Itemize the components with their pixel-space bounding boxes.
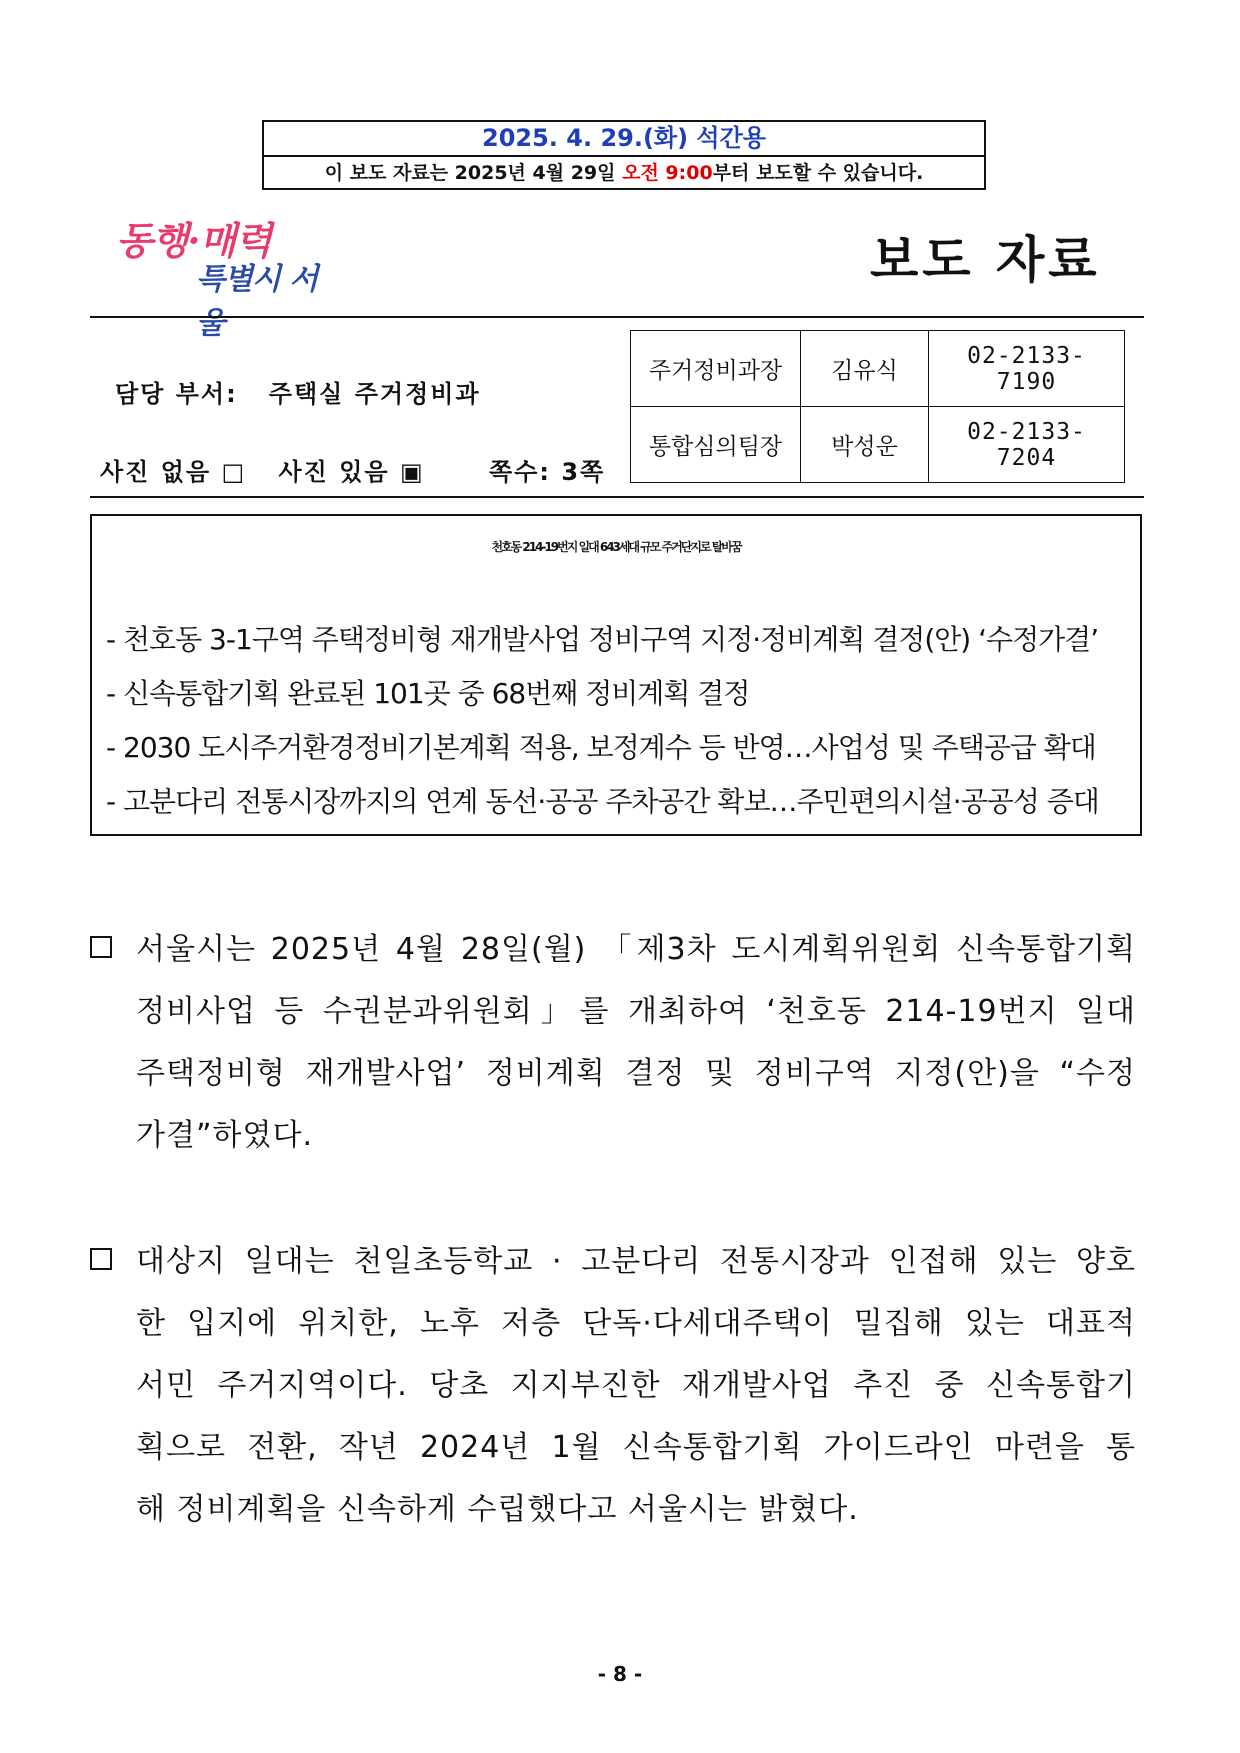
contact-row	[631, 407, 1125, 483]
no-photo-checkbox: □	[221, 458, 247, 486]
department-label: 담당 부서:	[115, 380, 238, 408]
headline-subtitle: - 2030 도시주거환경정비기본계획 적용, 보정계수 등 반영…사업성 및 주택공급 확대	[106, 731, 1096, 764]
paragraph-line: 가결”하였다.	[136, 1118, 313, 1153]
photo-info	[100, 452, 605, 487]
logo-line2: 특별시 서울	[196, 262, 318, 341]
contact-title: 주거정비과장	[631, 331, 801, 407]
contacts-table	[630, 330, 1125, 483]
paragraph-line: 주택정비형 재개발사업’ 정비계획 결정 및 정비구역 지정(안)을 “수정	[136, 1056, 1136, 1091]
has-photo-label: 사진 있음	[278, 458, 390, 486]
paragraph-line: 대상지 일대는 천일초등학교 · 고분다리 전통시장과 인접해 있는 양호	[136, 1244, 1136, 1279]
paragraph-line: 한 입지에 위치한, 노후 저층 단독·다세대주택이 밀집해 있는 대표적	[136, 1306, 1136, 1341]
contact-name: 박성운	[801, 407, 929, 483]
contact-phone: 02-2133-7204	[929, 407, 1125, 483]
seoul-logo	[112, 210, 332, 341]
department-value: 주택실 주거정비과	[268, 380, 481, 408]
embargo-date: 2025. 4. 29.(화) 석간용	[264, 122, 984, 157]
headline-box	[90, 514, 1142, 836]
logo-line1: 동행·매력	[116, 218, 272, 263]
paragraph-line: 서울시는 2025년 4월 28일(월) 「제3차 도시계획위원회 신속통합기획	[136, 932, 1136, 967]
embargo-notice-before: 이 보도 자료는 2025년 4월 29일	[324, 162, 623, 184]
header-divider-top	[90, 316, 1144, 318]
contact-row	[631, 331, 1125, 407]
page-number: - 8 -	[597, 1662, 643, 1686]
paragraph-line: 서민 주거지역이다. 당초 지지부진한 재개발사업 추진 중 신속통합기	[136, 1368, 1136, 1403]
embargo-box	[262, 120, 986, 190]
embargo-notice	[264, 157, 984, 190]
page-count: 쪽수: 3쪽	[489, 458, 606, 486]
no-photo-label: 사진 없음	[100, 458, 212, 486]
paragraph-line: 해 정비계획을 신속하게 수립했다고 서울시는 밝혔다.	[136, 1492, 859, 1527]
headline-subtitle: - 천호동 3-1구역 주택정비형 재개발사업 정비구역 지정·정비계획 결정(안) ‘수정가결’	[106, 623, 1099, 656]
doc-type-title: 보도 자료	[870, 231, 1101, 289]
headline-title: 천호동 214-19번지 일대 643세대 규모 주거단지로 탈바꿈	[491, 540, 741, 554]
contact-phone: 02-2133-7190	[929, 331, 1125, 407]
header-divider-bottom	[90, 496, 1144, 498]
paragraph-line: 획으로 전환, 작년 2024년 1월 신속통합기획 가이드라인 마련을 통	[136, 1430, 1136, 1465]
embargo-notice-after: 부터 보도할 수 있습니다.	[712, 162, 924, 184]
contact-title: 통합심의팀장	[631, 407, 801, 483]
paragraph-line: 정비사업 등 수권분과위원회」를 개최하여 ‘천호동 214-19번지 일대	[136, 994, 1136, 1029]
has-photo-checkbox: ▣	[399, 458, 425, 486]
contact-name: 김유식	[801, 331, 929, 407]
embargo-notice-time: 오전 9:00	[622, 162, 713, 184]
paragraph-bullet	[90, 1248, 112, 1270]
headline-subtitle: - 신속통합기획 완료된 101곳 중 68번째 정비계획 결정	[106, 677, 750, 710]
paragraph-bullet	[90, 936, 112, 958]
department-info	[115, 374, 481, 409]
headline-subtitle: - 고분다리 전통시장까지의 연계 동선·공공 주차공간 확보…주민편의시설·공공성 증대	[106, 785, 1099, 818]
